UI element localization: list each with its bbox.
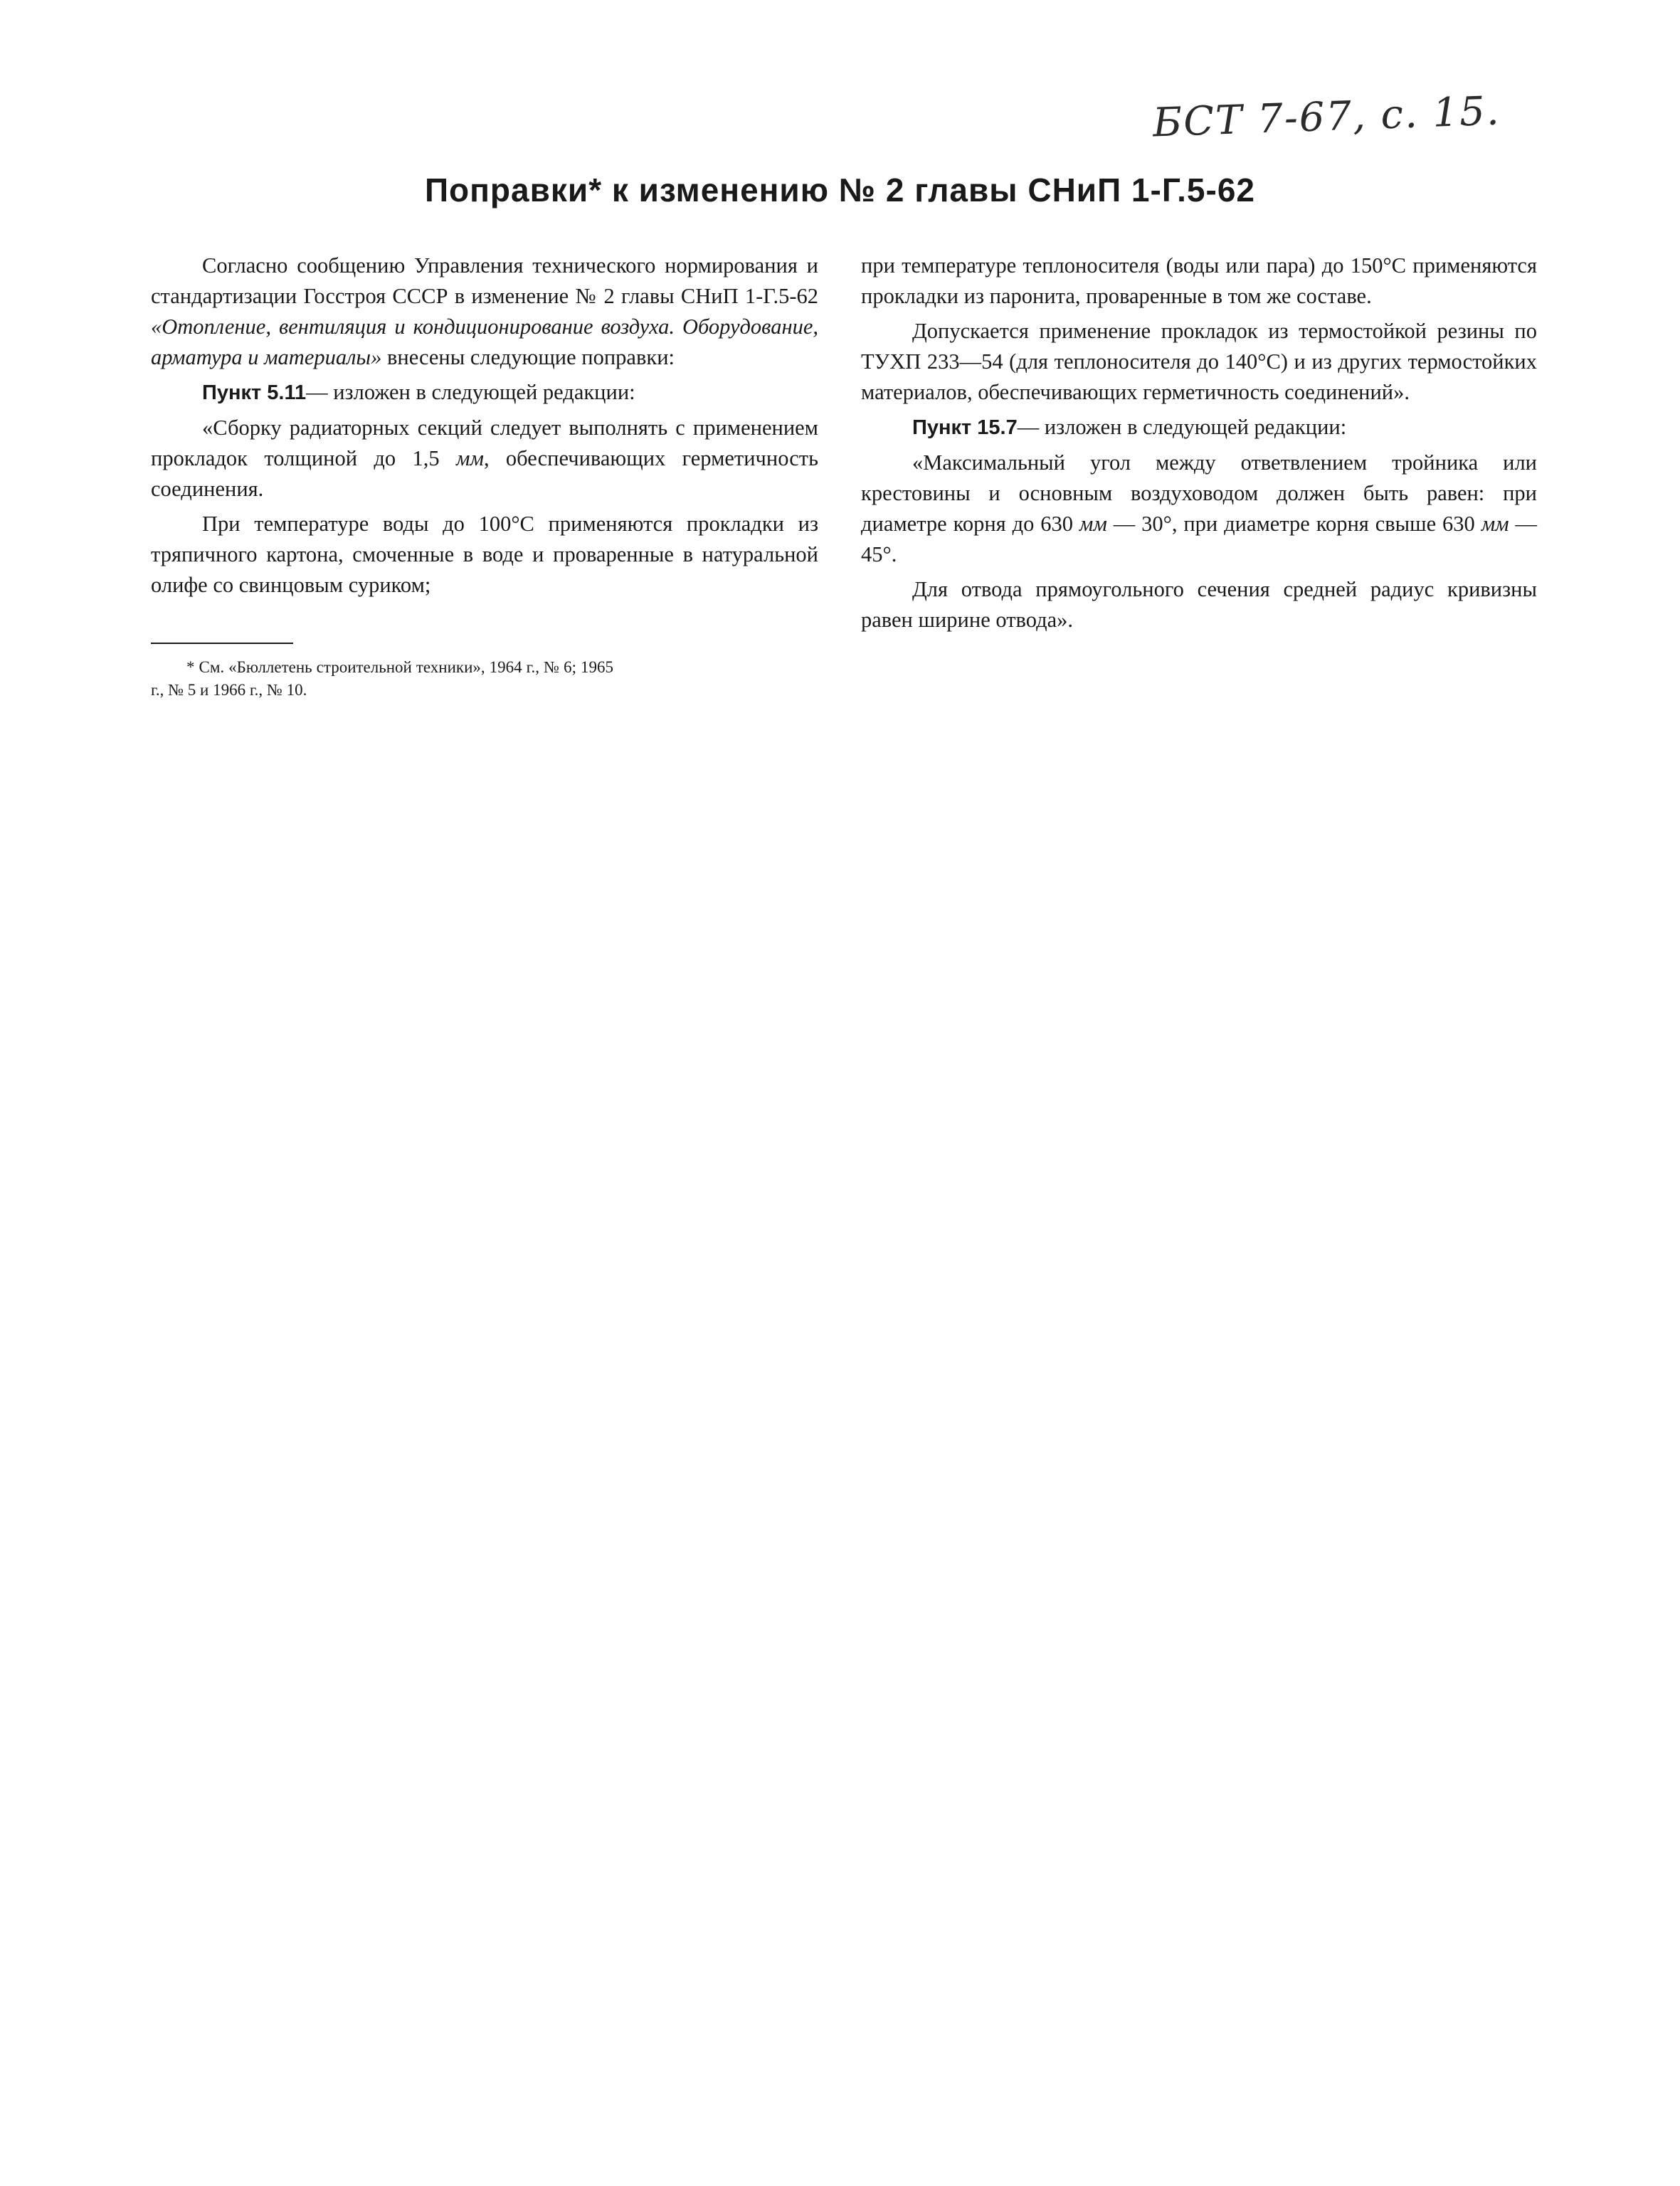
intro-paragraph	[151, 250, 818, 373]
point-5-11-text: — изложен в следующей редакции:	[306, 380, 635, 404]
angle-text-c: — 45°.	[861, 512, 1538, 566]
radiator-text: «Сборку радиаторных секций следует выполнять с применением прокладок толщиной до 1,5	[151, 416, 818, 470]
page-title: Поправки* к изменению № 2 главы СНиП 1-Г.5-62	[424, 171, 1255, 208]
point-15-7-label: Пункт 15.7	[912, 416, 1018, 439]
unit-mm-b: мм	[1481, 512, 1509, 536]
water-temperature-paragraph: При температуре воды до 100°С применяются прокладки из тряпичного картона, смоченные в воде и проваренные в натуральной олифе со свинцовым суриком;	[151, 512, 818, 597]
unit-mm-a: мм	[1079, 512, 1107, 536]
point-15-7-heading	[861, 412, 1537, 443]
angle-text-a: «Максимальный угол между ответвлением тройника или крестовины и основным воздуховодом должен быть равен: при диаметре корня до 630	[861, 450, 1537, 536]
radiator-text-end: , обеспечивающих герметичность соединения.	[151, 446, 819, 501]
intro-text: Согласно сообщению Управления технического нормирования и стандартизации Госстроя СССР в изменение № 2 главы СНиП 1-Г.5-62	[151, 253, 818, 308]
steam-paragraph: при температуре теплоносителя (воды или пара) до 150°С применяются прокладки из паронита, проваренные в том же составе.	[861, 253, 1537, 308]
footnote	[151, 656, 613, 702]
unit-mm: мм	[456, 446, 484, 470]
point-5-11-heading	[151, 377, 818, 408]
handwritten-reference-note: БСТ 7-67, с. 15.	[1152, 88, 1501, 147]
intro-end: внесены следующие поправки:	[381, 345, 675, 369]
point-5-11-label: Пункт 5.11	[202, 381, 307, 404]
rectangular-bend-paragraph: Для отвода прямоугольного сечения средней радиус кривизны равен ширине отвода».	[861, 577, 1537, 632]
document-title-italic: «Отопление, вентиляция и кондиционирование воздуха. Оборудование, арматура и материалы»	[151, 315, 818, 369]
footnote-text: * См. «Бюллетень строительной техники», 1964 г., № 6; 1965 г., № 5 и 1966 г., № 10.	[151, 658, 613, 699]
rubber-gaskets-paragraph: Допускается применение прокладок из термостойкой резины по ТУХП 233—54 (для теплоносителя до 140°С) и из других термостойких материалов, обеспечивающих герметичность соединений».	[861, 319, 1537, 404]
right-column	[861, 250, 1537, 640]
angle-text-b: — 30°, при диаметре корня свыше 630	[1106, 512, 1481, 536]
footnote-divider	[151, 643, 293, 644]
left-column	[151, 250, 818, 605]
point-15-7-text: — изложен в следующей редакции:	[1017, 415, 1347, 439]
radiator-paragraph	[151, 413, 818, 505]
angle-paragraph	[861, 448, 1537, 570]
